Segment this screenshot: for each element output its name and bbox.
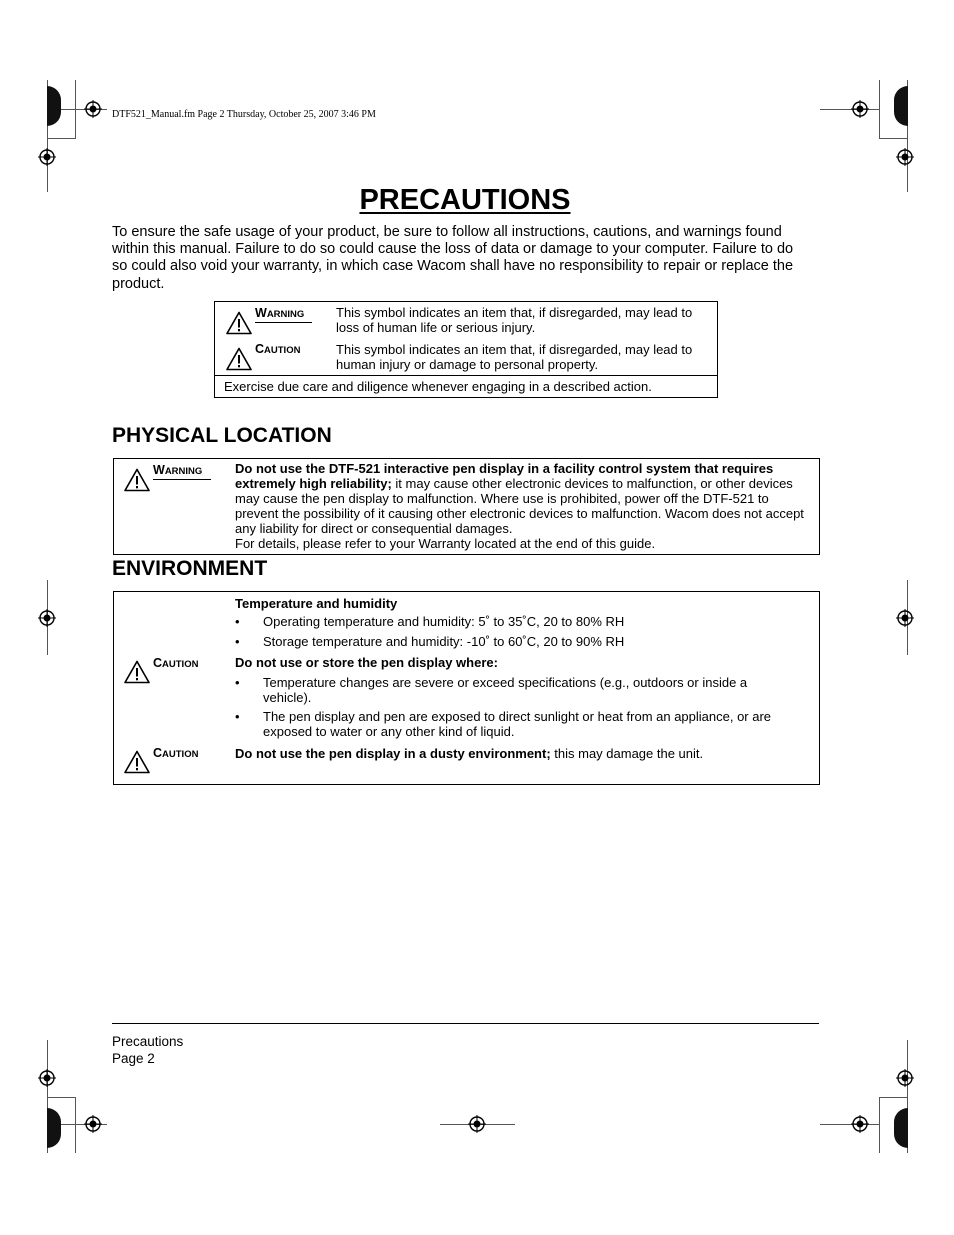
- warning-triangle-icon: [226, 347, 252, 371]
- footer-section: Precautions: [112, 1034, 184, 1049]
- where-heading: Do not use or store the pen display where:: [235, 655, 498, 670]
- footer-page-number: Page 2: [112, 1051, 155, 1066]
- registration-mark-icon: [84, 100, 102, 118]
- dust-warning-text: Do not use the pen display in a dusty environment; this may damage the unit.: [235, 746, 704, 761]
- warning-triangle-icon: [124, 468, 150, 492]
- label-underline: [153, 479, 211, 480]
- registration-mark-icon: [896, 1069, 914, 1087]
- crop-half-circle: [47, 1108, 61, 1148]
- footer-rule: [112, 1023, 819, 1024]
- warning-label: WARNING: [153, 463, 203, 477]
- symbol-legend: [214, 301, 718, 398]
- registration-mark-icon: [38, 609, 56, 627]
- warning-label: WARNING: [255, 306, 305, 320]
- warning-description: This symbol indicates an item that, if disregarded, may lead to loss of human life or serious injury.: [336, 305, 693, 335]
- intro-paragraph: To ensure the safe usage of your product, be sure to follow all instructions, cautions, and warnings found within this manual. Failure to do so could cause the loss of data or damage to your computer. Failure to do so could also void your warranty, in which case Wacom shall have no responsibility to repair or replace the product.: [112, 224, 794, 292]
- page-footer: [112, 1033, 183, 1067]
- page-title: PRECAUTIONS: [359, 184, 571, 216]
- environment-box: Temperature and humidity • Operating temperature and humidity: 5˚ to 35˚C, 20 to 80% RH • Storage temperature and humidity: -10˚ to 60˚C, 20 to 90% RH CAUTION Do not use or store the pen display where: • Temperature changes are severe or exceed specifications (e.g., outdoors or inside a vehicle). • The pen display and pen are exposed to direct sunlight or heat from an appliance, or are exposed to water or any other kind of liquid. CAUTION Do not use the pen display in a dusty environment; this may damage the unit.: [113, 591, 820, 785]
- warning-triangle-icon: [124, 660, 150, 684]
- caution-label: CAUTION: [153, 656, 199, 670]
- legend-divider: [215, 375, 717, 376]
- warning-triangle-icon: [226, 311, 252, 335]
- registration-mark-icon: [851, 100, 869, 118]
- caution-description: This symbol indicates an item that, if disregarded, may lead to human injury or damage to personal property.: [336, 342, 693, 372]
- crop-half-circle: [894, 86, 908, 126]
- registration-mark-icon: [84, 1115, 102, 1133]
- crop-half-circle: [47, 86, 61, 126]
- warning-triangle-icon: [124, 750, 150, 774]
- physical-location-box: [113, 458, 820, 555]
- registration-mark-icon: [38, 148, 56, 166]
- registration-mark-icon: [468, 1115, 486, 1133]
- registration-mark-icon: [851, 1115, 869, 1133]
- registration-mark-icon: [896, 609, 914, 627]
- legend-footer: Exercise due care and diligence whenever engaging in a described action.: [224, 379, 652, 394]
- physical-location-text: Do not use the DTF-521 interactive pen display in a facility control system that requires extremely high reliability; it may cause other electronic devices to malfunction, or other devices may cause the pen display to malfunction. Where use is prohibited, power off the DTF-521 to prevent the possibility of it causing other electronic devices to malfunction. Wacom does not accept any liability for direct or consequential damages. For details, please refer to your Warranty located at the end of this guide.: [235, 461, 804, 551]
- registration-mark-icon: [896, 148, 914, 166]
- print-header: DTF521_Manual.fm Page 2 Thursday, October 25, 2007 3:46 PM: [112, 109, 376, 120]
- crop-half-circle: [894, 1108, 908, 1148]
- temperature-heading: Temperature and humidity: [235, 596, 398, 611]
- registration-mark-icon: [38, 1069, 56, 1087]
- section-heading-physical-location: PHYSICAL LOCATION: [112, 424, 332, 447]
- caution-label: CAUTION: [255, 342, 301, 356]
- section-heading-environment: ENVIRONMENT: [112, 557, 268, 580]
- label-underline: [255, 322, 312, 323]
- caution-label: CAUTION: [153, 746, 199, 760]
